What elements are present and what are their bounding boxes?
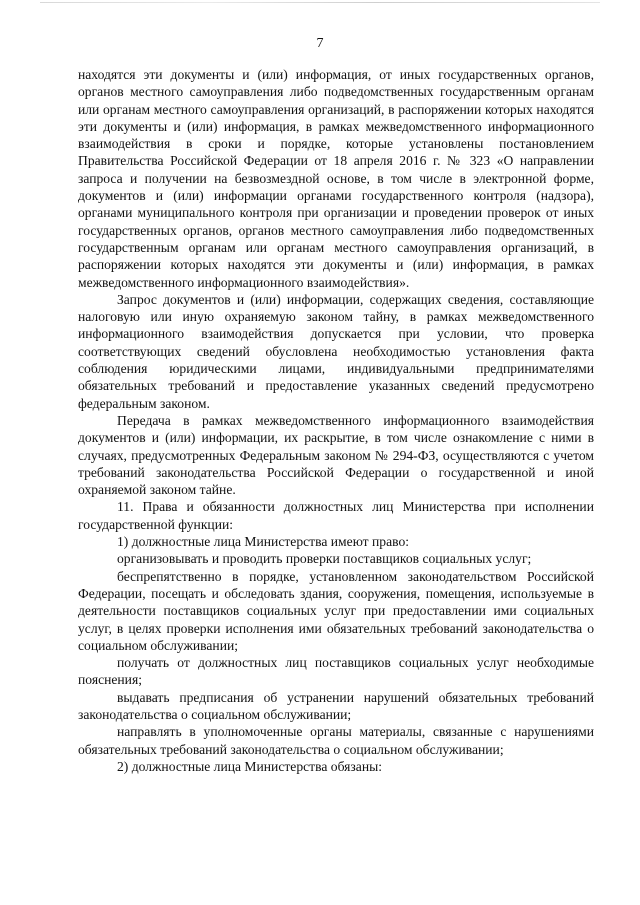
paragraph-right-visit: беспрепятственно в порядке, установленном законодательством Российской Федерации, посещать и обследовать здания, сооружения, помещения, используемые в деятельности поставщиков социальных услуг при предоставлении ими социальных услуг, в целях проверки исполнения ими обязательных требований законодательства о социальном обслуживании; bbox=[78, 568, 594, 653]
paragraph-section-11: 11. Права и обязанности должностных лиц Министерства при исполнении государственной функции: bbox=[78, 499, 594, 532]
page-number: 7 bbox=[316, 36, 324, 51]
paragraph-request-secrecy: Запрос документов и (или) информации, содержащих сведения, составляющие налоговую или иную охраняемую законом тайну, в рамках межведомственного информационного взаимодействия допускается при условии, что проверка соответствующих сведений обусловлена необходимостью установления факта соблюдения юридическими лицами, индивидуальными предпринимателями обязательных требований и предоставление указанных сведений предусмотрено федеральным законом. bbox=[78, 291, 594, 411]
paragraph-duties-heading: 2) должностные лица Министерства обязаны: bbox=[117, 758, 382, 774]
paragraph-continuation: находятся эти документы и (или) информация, от иных государственных органов, органов местного самоуправления либо подведомственных государственным органам или органам местного самоуправления организаций, в распоряжении которых находятся эти документы и (или) информация, в рамках межведомственного информационного взаимодействия в сроки и порядке, которые установлены постановлением Правительства Российской Федерации от 18 апреля 2016 г. № 323 «О направлении запроса и получении на безвозмездной основе, в том числе в электронной форме, документов и (или) информации органами государственного контроля (надзора), органами муниципального контроля при организации и проведении проверок от иных государственных органов, органов местного самоуправления либо подведомственных государственным органам или органам местного самоуправления организаций, в распоряжении которых находятся эти документы и (или) информация, в рамках межведомственного информационного взаимодействия». bbox=[78, 67, 594, 290]
paragraph-right-explanations: получать от должностных лиц поставщиков социальных услуг необходимые пояснения; bbox=[78, 655, 594, 688]
paragraph-transfer: Передача в рамках межведомственного информационного взаимодействия документов и (или) информации, их раскрытие, в том числе ознакомление с ними в случаях, предусмотренных Федеральным законом № 294-ФЗ, осуществляются с учетом требований законодательства Российской Федерации о государственной и иной охраняемой законом тайне. bbox=[78, 412, 594, 498]
paragraph-rights-heading: 1) должностные лица Министерства имеют право: bbox=[117, 534, 410, 550]
document-body bbox=[78, 66, 594, 775]
paragraph-right-send-materials: направлять в уполномоченные органы материалы, связанные с нарушениями обязательных требований законодательства о социальном обслуживании; bbox=[78, 724, 594, 757]
paragraph-right-organize: организовывать и проводить проверки поставщиков социальных услуг; bbox=[117, 551, 532, 567]
paragraph-right-prescriptions: выдавать предписания об устранении нарушений обязательных требований законодательства о социальном обслуживании; bbox=[78, 689, 594, 722]
scan-artifact-line bbox=[40, 2, 600, 3]
